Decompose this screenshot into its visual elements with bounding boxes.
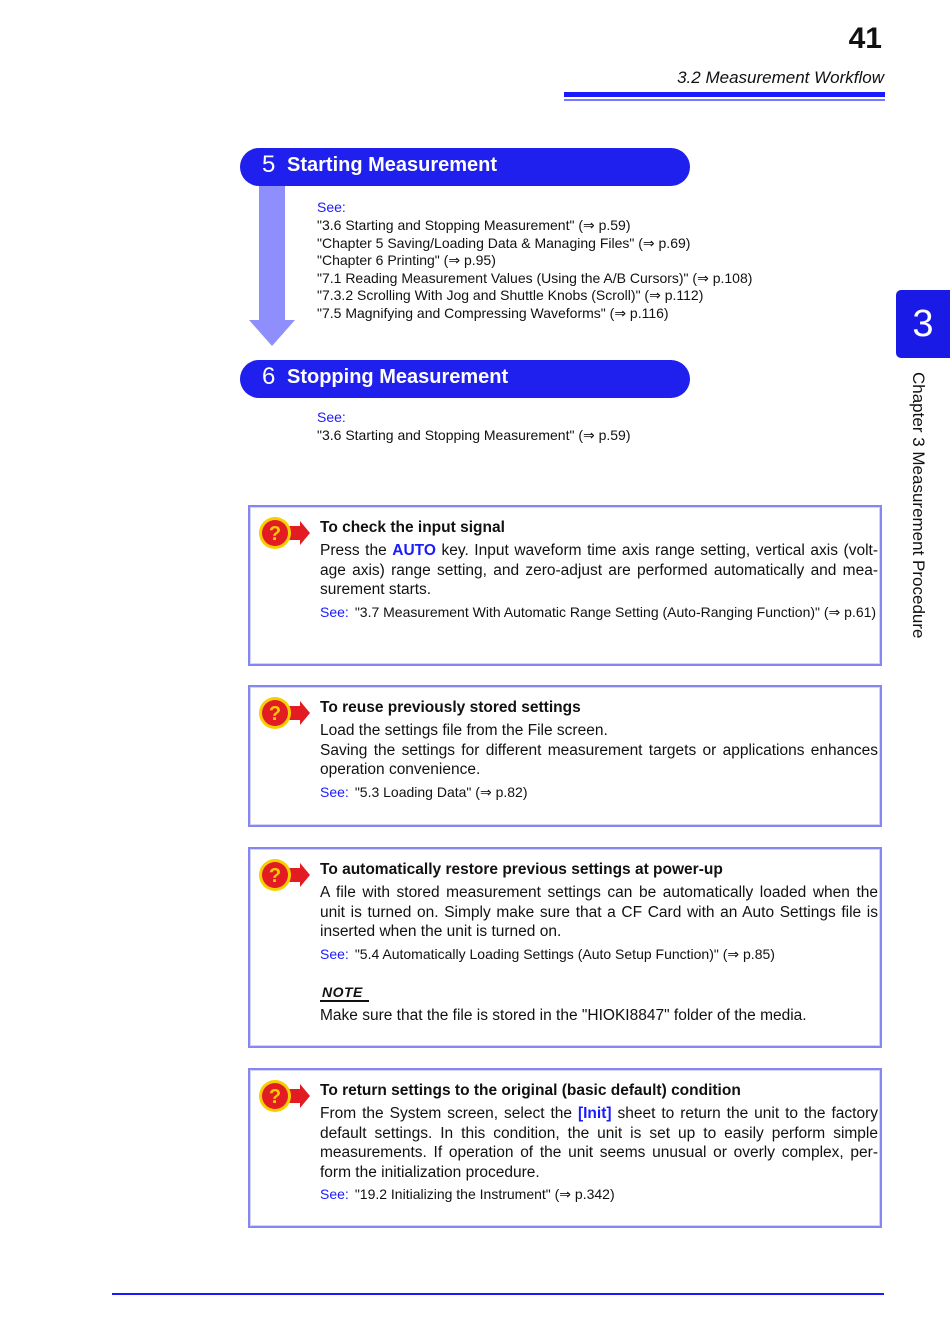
reference-list [317, 217, 752, 322]
step-number: 6 [262, 363, 276, 390]
see-label: See: [317, 199, 346, 215]
question-arrow-icon [258, 1079, 310, 1113]
tip-body: Saving the settings for different measurement targets or applications enhances operation convenience. [320, 741, 878, 778]
see-reference-text: "3.7 Measurement With Automatic Range Setting (Auto-Ranging Function)" (⇒ p.61) [354, 603, 877, 620]
header-rule [564, 92, 885, 97]
reference-item: "7.1 Reading Measurement Values (Using the A/B Cursors)" (⇒ p.108) [317, 269, 753, 286]
footer-rule [112, 1293, 884, 1295]
reference-item: "7.5 Magnifying and Compressing Waveforms" (⇒ p.116) [317, 304, 669, 321]
tip-title: To reuse previously stored settings [320, 699, 581, 716]
tip-title: To automatically restore previous settings at power-up [320, 861, 723, 878]
see-label: See: [320, 1186, 349, 1202]
step-header-starting [240, 148, 690, 186]
tip-see-reference [320, 1185, 878, 1204]
tip-body: A file with stored measurement settings can be automatically loaded when the unit is turned on. Simply make sure that a CF Card with an Auto Settings file is inserted when the unit is turned on. [320, 884, 878, 940]
tip-see-reference [320, 783, 878, 802]
see-references-starting [317, 199, 752, 322]
chapter-side-text: Chapter 3 Measurement Procedure [909, 372, 928, 639]
tip-box-reuse-settings [248, 685, 882, 827]
note-text: Make sure that the file is stored in the "HIOKI8847" folder of the media. [320, 1006, 807, 1024]
init-sheet-label: [Init] [577, 1105, 612, 1122]
svg-text:?: ? [268, 703, 282, 725]
tip-box-check-input [248, 505, 882, 666]
question-arrow-icon [258, 696, 310, 730]
see-label: See: [317, 409, 346, 425]
reference-item: "Chapter 5 Saving/Loading Data & Managing Files" (⇒ p.69) [317, 234, 691, 251]
chapter-tab: 3 [896, 290, 950, 358]
tip-body: Load the settings file from the File screen. [320, 722, 608, 739]
tip-box-auto-restore [248, 847, 882, 1048]
tip-title: To return settings to the original (basic default) condition [320, 1082, 741, 1099]
step-title: Starting Measurement [287, 154, 498, 176]
note-icon: NOTE [320, 984, 369, 1002]
step-number: 5 [262, 151, 276, 178]
question-arrow-icon [258, 516, 310, 550]
page-number: 41 [848, 22, 882, 55]
tip-body: From the System screen, select the [Init] sheet to return the unit to the factory default settings. In this condition, the unit is set up to easily perform simple measurements. If operation of the unit seems unusual or overly complex, per-form the initialization procedure. [320, 1105, 878, 1181]
tip-box-reset-default [248, 1068, 882, 1228]
down-arrow-head [249, 320, 295, 346]
svg-text:?: ? [268, 523, 282, 545]
chapter-side-label [904, 372, 930, 672]
see-label: See: [320, 945, 349, 962]
step-title: Stopping Measurement [287, 366, 509, 388]
see-reference-text: "19.2 Initializing the Instrument" (⇒ p.342) [354, 1186, 615, 1202]
section-title: 3.2 Measurement Workflow [677, 68, 884, 87]
tip-see-reference [320, 945, 878, 964]
step-header-stopping [240, 360, 690, 398]
reference-item: "Chapter 6 Printing" (⇒ p.95) [317, 252, 496, 268]
tip-body: Press the AUTO key. Input waveform time axis range setting, vertical axis (volt-age axis) range setting, and zero-adjust are performed automatically and mea-surement starts. [320, 542, 878, 598]
question-arrow-icon [258, 858, 310, 892]
reference-item: "7.3.2 Scrolling With Jog and Shuttle Knobs (Scroll)" (⇒ p.112) [317, 287, 704, 303]
reference-list [317, 427, 631, 445]
auto-key-label: AUTO [392, 542, 436, 559]
reference-item: "3.6 Starting and Stopping Measurement" (⇒ p.59) [317, 427, 631, 443]
header-rule-thin [564, 99, 885, 101]
see-reference-text: "5.3 Loading Data" (⇒ p.82) [354, 783, 528, 800]
see-label: See: [320, 603, 349, 620]
see-label: See: [320, 783, 349, 800]
svg-text:?: ? [268, 865, 282, 887]
tip-see-reference [320, 603, 878, 622]
svg-text:?: ? [268, 1086, 282, 1108]
see-references-stopping [317, 409, 631, 445]
reference-item: "3.6 Starting and Stopping Measurement" (⇒ p.59) [317, 217, 631, 233]
tip-title: To check the input signal [320, 519, 505, 536]
see-reference-text: "5.4 Automatically Loading Settings (Auto Setup Function)" (⇒ p.85) [354, 945, 775, 962]
down-arrow-icon [259, 186, 285, 320]
